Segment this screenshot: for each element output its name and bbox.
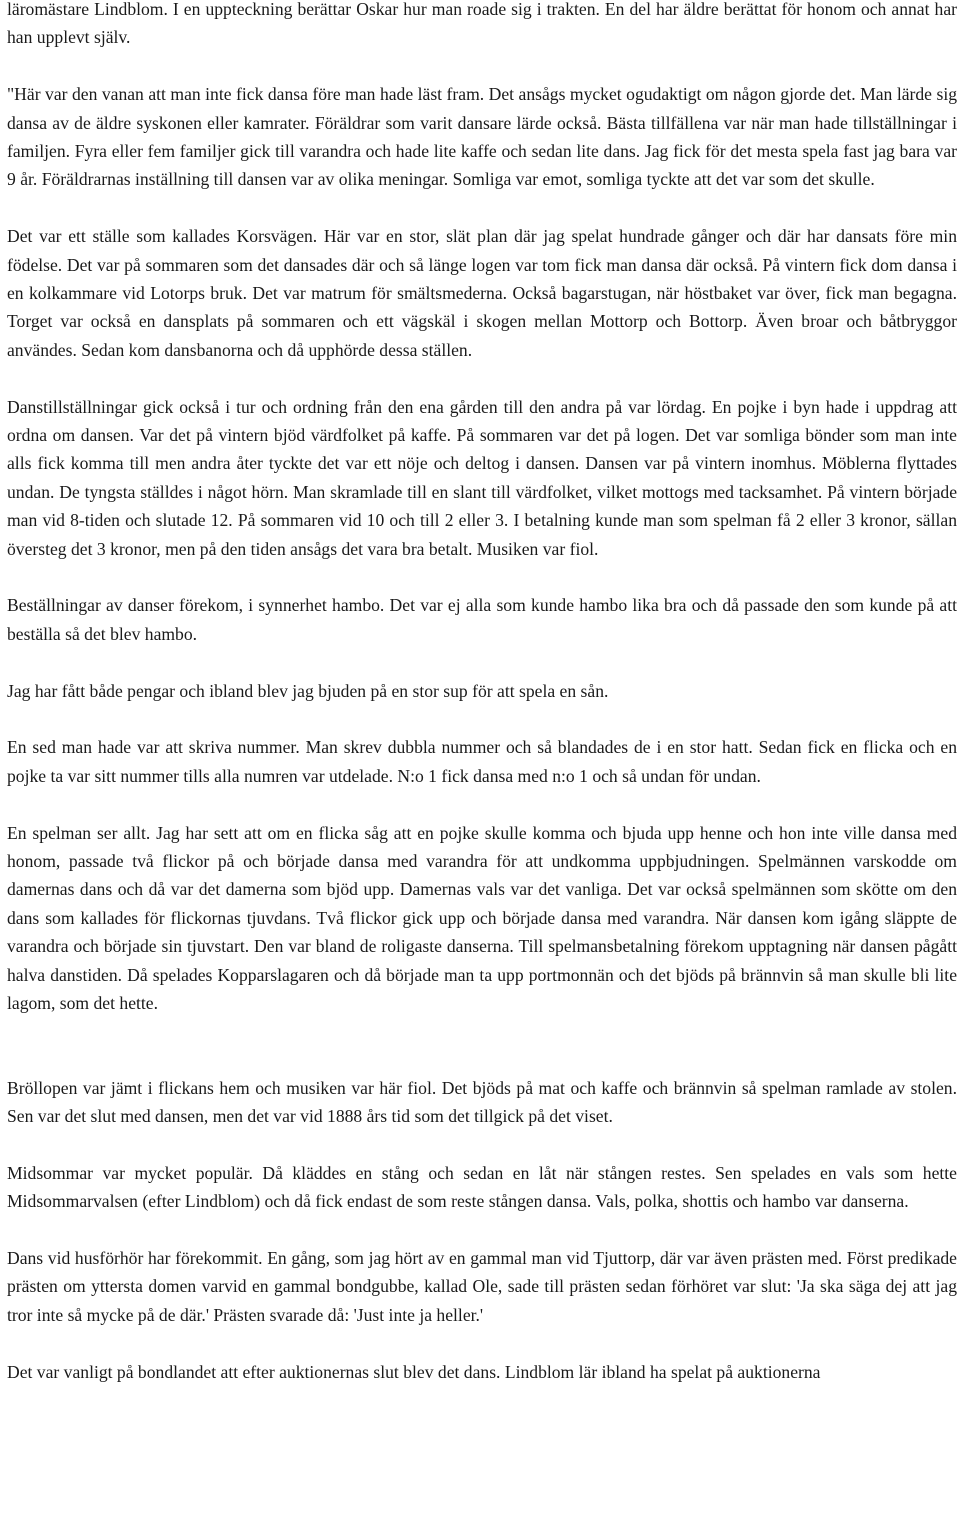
paragraph-auctions: Det var vanligt på bondlandet att efter auktionernas slut blev det dans. Lindblom lär ibland ha spelat på auktionerna: [7, 1361, 821, 1382]
paragraph-dance-requests: Beställningar av danser förekom, i synnerhet hambo. Det var ej alla som kunde hambo lika bra och då passade den som kunde på att beställa så det blev hambo.: [7, 595, 957, 644]
paragraph-korsvagen: Det var ett ställe som kallades Korsvägen. Här var en stor, slät plan där jag spelat hundrade gånger och där har dansats före min födelse. Det var på sommaren som det dansades där och så länge logen var tom fick man dansa där också. På vintern fick dom dansa i en kolkammare vid Lotorps bruk. Det var matrum för smältsmederna. Också bagarstugan, när höstbaket var över, fick man begagna. Torget var också en dansplats på sommaren och ett vägskäl i skogen mellan Mottorp och Bottorp. Även broar och båtbryggor användes. Sedan kom dansbanorna och då upphörde dessa ställen.: [7, 226, 957, 360]
paragraph-dance-gatherings: Danstillställningar gick också i tur och ordning från den ena gården till den andra på var lördag. En pojke i byn hade i uppdrag att ordna om dansen. Var det på vintern bjöd värdfolket på kaffe. På sommaren var det på logen. Det var somliga bönder som man inte alls fick komma till men andra åter tyckte det var ett nöje och deltog i dansen. Dansen var på vintern inomhus. Möblerna flyttades undan. De tyngsta ställdes i något hörn. Man skramlade till en slant till värdfolket, vilket mottogs med tacksamhet. På vintern började man vid 8-tiden och slutade 12. På sommaren vid 10 och till 2 eller 3. I betalning kunde man som spelman få 2 eller 3 kronor, sällan översteg det 3 kronor, men på den tiden ansågs det vara bra betalt. Musiken var fiol.: [7, 396, 957, 559]
paragraph-payment: Jag har fått både pengar och ibland blev jag bjuden på en stor sup för att spela en sån.: [7, 680, 609, 701]
paragraph-spelman-sees-all: En spelman ser allt. Jag har sett att om en flicka såg att en pojke skulle komma och bjuda upp henne och hon inte ville dansa med honom, passade två flickor på och började dansa med varandra för att undkomma uppbjudningen. Spelmännen varskodde om damernas dans och då var det damerna som bjöd upp. Damernas vals var det vanliga. Det var också spelmännen som skötte om den dans som kallades för flickornas tjuvdans. Två flickor gick upp och började dansa med varandra. När dansen kom igång släppte de varandra och började sin tjuvstart. Den var bland de roligaste danserna. Till spelmansbetalning förekom upptagning när dansen pågått halva danstiden. Då spelades Kopparslagaren och då började man ta upp portmonnän och det bjöds på brännvin så man skulle bli lite lagom, som det hette.: [7, 822, 957, 1014]
paragraph-intro: läromästare Lindblom. I en uppteckning berättar Oskar hur man roade sig i trakten. En del har äldre berättat för honom och annat har han upplevt själv.: [7, 0, 957, 48]
paragraph-learning-to-dance: "Här var den vanan att man inte fick dansa före man hade läst fram. Det ansågs mycket ogudaktigt om någon gjorde det. Man lärde sig dansa av de äldre syskonen eller kamrater. Föräldrar som varit dansare lärde också. Bästa tillfällena var när man hade tillställningar i familjen. Fyra eller fem familjer gick till varandra och hade lite kaffe och sedan lite dans. Jag fick för det mesta spela fast jag bara var 9 år. Föräldrarnas inställning till dansen var av olika meningar. Somliga var emot, somliga tyckte att det var som det skulle.: [7, 84, 957, 190]
document-page: [7, 0, 957, 1386]
paragraph-numbers-custom: En sed man hade var att skriva nummer. Man skrev dubbla nummer och så blandades de i en stor hatt. Sedan fick en flicka och en pojke ta var sitt nummer tills alla numren var utdelade. N:o 1 fick dansa med n:o 1 och så undan för undan.: [7, 737, 957, 786]
paragraph-weddings: Bröllopen var jämt i flickans hem och musiken var här fiol. Det bjöds på mat och kaffe och brännvin så spelman ramlade av stolen. Sen var det slut med dansen, men det var vid 1888 års tid som det tillgick på det viset.: [7, 1077, 957, 1126]
paragraph-midsummer: Midsommar var mycket populär. Då kläddes en stång och sedan en låt när stången restes. Sen spelades en vals som hette Midsommarvalsen (efter Lindblom) och då fick endast de som reste stången dansa. Vals, polka, shottis och hambo var danserna.: [7, 1162, 957, 1212]
paragraph-husforhor: Dans vid husförhör har förekommit. En gång, som jag hört av en gammal man vid Tjuttorp, där var även prästen med. Först predikade prästen om yttersta domen varvid en gammal bondgubbe, kallad Ole, sade till prästen sedan förhöret var slut: 'Ja ska säga dej att jag tror inte så mycke på de där.' Prästen svarade då: 'Just inte ja heller.': [7, 1247, 957, 1325]
